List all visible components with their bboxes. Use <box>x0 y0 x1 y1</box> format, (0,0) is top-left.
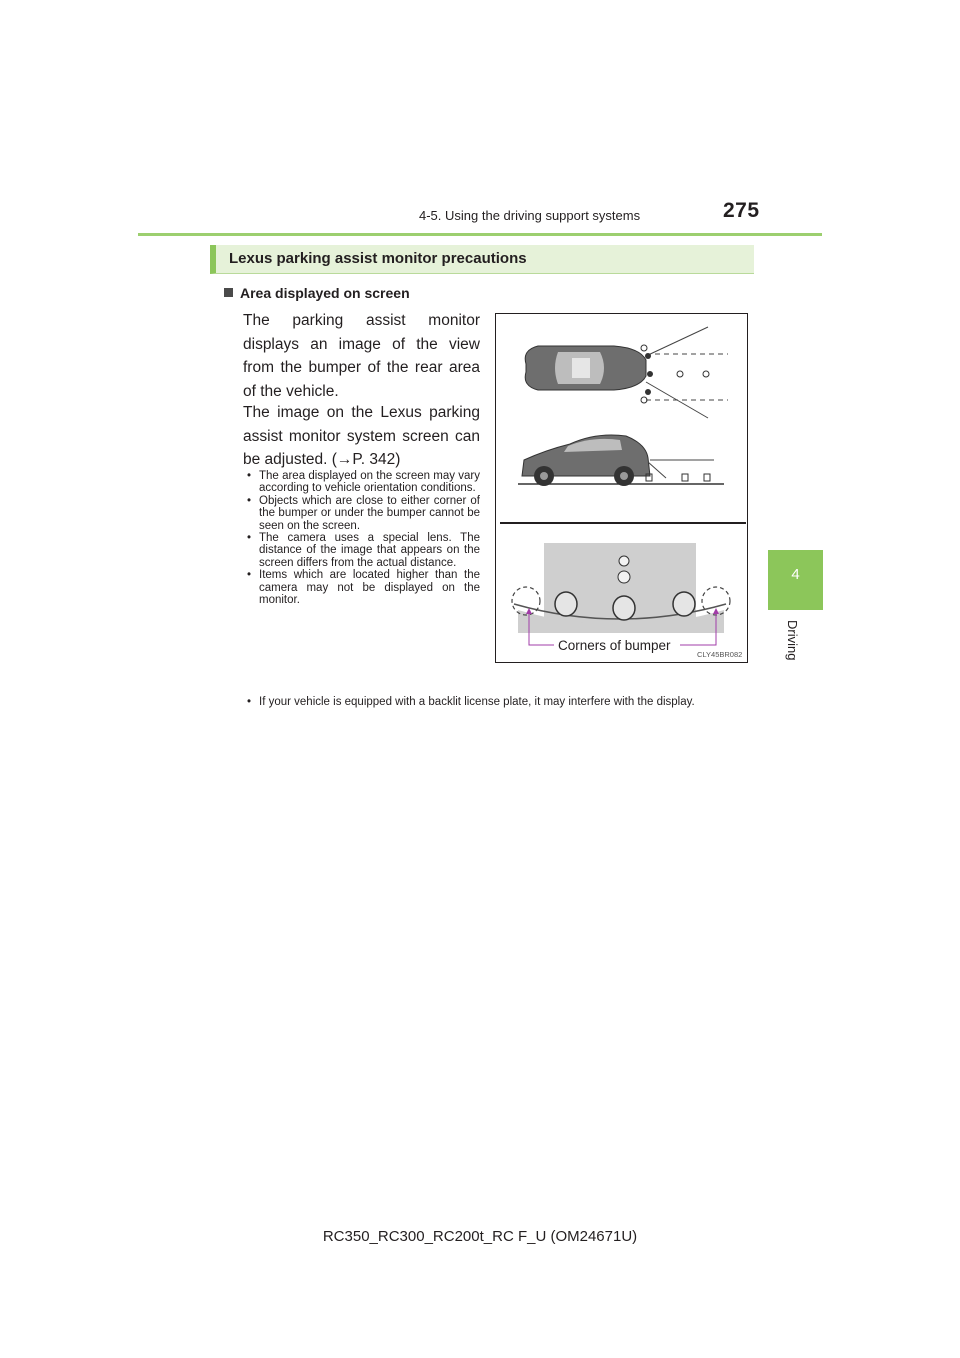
marker-square <box>704 474 710 481</box>
callout-label: Corners of bumper <box>558 638 671 653</box>
section-heading-bar <box>210 245 754 274</box>
car-side-view-icon <box>522 435 650 486</box>
marker-square <box>682 474 688 481</box>
object-post <box>618 571 630 583</box>
chapter-tab-number: 4 <box>791 566 800 583</box>
marker-circle <box>641 345 647 351</box>
subsection-heading-text: Area displayed on screen <box>240 285 410 301</box>
chapter-tab-label <box>786 620 802 680</box>
header-rule <box>138 233 822 236</box>
car-top-view-icon <box>525 346 646 390</box>
illustration-svg <box>496 314 747 662</box>
bumper-corner-left <box>512 587 540 615</box>
note-item: • Objects which are close to either corner of the bumper or under the bumper cannot be seen on the screen. <box>243 495 480 532</box>
marker-circle <box>703 371 709 377</box>
note-item-wide: • If your vehicle is equipped with a backlit license plate, it may interfere with the display. <box>243 696 748 708</box>
square-bullet-icon <box>224 288 233 297</box>
object-post <box>555 592 577 616</box>
object-post <box>673 592 695 616</box>
body-paragraph-1: The parking assist monitor displays an image of the view from the bumper of the rear area of the vehicle. <box>243 312 480 400</box>
note-item: • The camera uses a special lens. The distance of the image that appears on the screen differs from the actual distance. <box>243 532 480 569</box>
object-post <box>613 596 635 620</box>
side-view-boundary <box>648 462 666 478</box>
body-paragraph-2: The image on the Lexus parking assist monitor system screen can be adjusted. (→P. 342) <box>243 404 480 468</box>
view-boundary-line <box>646 327 708 356</box>
marker-circle <box>645 353 651 359</box>
chapter-label-text: Driving <box>785 620 800 661</box>
note-item: • The area displayed on the screen may vary according to vehicle orientation conditions. <box>243 470 480 495</box>
marker-circle <box>677 371 683 377</box>
marker-circle <box>647 371 653 377</box>
notes-list <box>243 470 480 606</box>
header-section-title: 4-5. Using the driving support systems <box>419 208 641 223</box>
figure-code: CLY45BR082 <box>697 650 743 659</box>
note-item: • Items which are located higher than the camera may not be displayed on the monitor. <box>243 569 480 606</box>
marker-circle <box>645 389 651 395</box>
footer-model-code: RC350_RC300_RC200t_RC F_U (OM24671U) <box>322 1228 638 1245</box>
illustration <box>495 313 748 663</box>
object-post <box>619 556 629 566</box>
section-heading: Lexus parking assist monitor precautions <box>229 250 527 267</box>
page-number: 275 <box>723 199 760 222</box>
subsection-heading <box>224 285 410 301</box>
